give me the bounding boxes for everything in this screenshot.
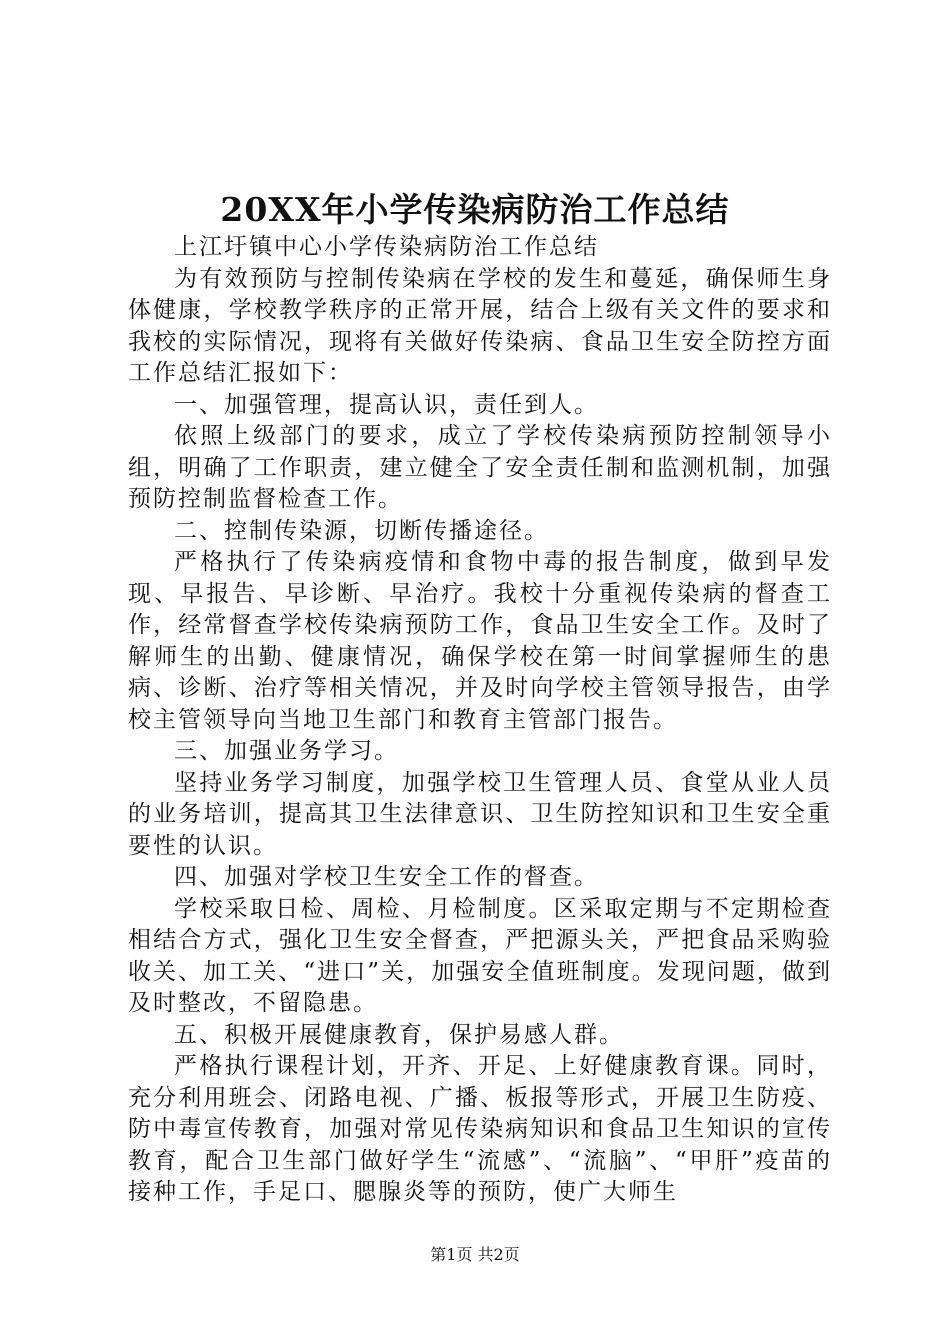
paragraph: 上江圩镇中心小学传染病防治工作总结 xyxy=(174,234,599,260)
document-title: 20XX年小学传染病防治工作总结 xyxy=(220,190,730,229)
section-heading: 五、积极开展健康教育，保护易感人群。 xyxy=(174,1021,624,1048)
section-heading: 二、控制传染源，切断传播途径。 xyxy=(174,517,549,544)
document-body xyxy=(128,232,832,1209)
page-footer: 第1页 共2页 xyxy=(430,1245,520,1264)
section-heading: 四、加强对学校卫生安全工作的督查。 xyxy=(174,864,599,890)
paragraph: 为有效预防与控制传染病在学校的发生和蔓延，确保师生身体健康，学校教学秩序的正常开展，结合上级有关文件的要求和我校的实际情况，现将有关做好传染病、食品卫生安全防控方面工作总结汇报如下： xyxy=(128,265,832,386)
paragraph: 严格执行课程计划，开齐、开足、上好健康教育课。同时，充分利用班会、闭路电视、广播、板报等形式，开展卫生防疫、防中毒宣传教育，加强对常见传染病知识和食品卫生知识的宣传教育，配合卫生部门做好学生“流感”、“流脑”、“甲肝”疫苗的接种工作，手足口、腮腺炎等的预防，使广大师生 xyxy=(128,1053,832,1205)
paragraph: 学校采取日检、周检、月检制度。区采取定期与不定期检查相结合方式，强化卫生安全督查，严把源头关，严把食品采购验收关、加工关、“进口”关，加强安全值班制度。发现问题，做到及时整改，不留隐患。 xyxy=(128,895,832,1016)
paragraph: 严格执行了传染病疫情和食物中毒的报告制度，做到早发现、早报告、早诊断、早治疗。我校十分重视传染病的督查工作，经常督查学校传染病预防工作，食品卫生安全工作。及时了解师生的出勤、健康情况，确保学校在第一时间掌握师生的患病、诊断、治疗等相关情况，并及时向学校主管领导报告，由学校主管领导向当地卫生部门和教育主管部门报告。 xyxy=(128,549,832,733)
paragraph: 坚持业务学习制度，加强学校卫生管理人员、食堂从业人员的业务培训，提高其卫生法律意识、卫生防控知识和卫生安全重要性的认识。 xyxy=(128,769,832,859)
section-heading: 一、加强管理，提高认识，责任到人。 xyxy=(174,391,599,418)
paragraph: 依照上级部门的要求，成立了学校传染病预防控制领导小组，明确了工作职责，建立健全了安全责任制和监测机制，加强预防控制监督检查工作。 xyxy=(128,423,832,512)
section-heading: 三、加强业务学习。 xyxy=(174,738,399,764)
